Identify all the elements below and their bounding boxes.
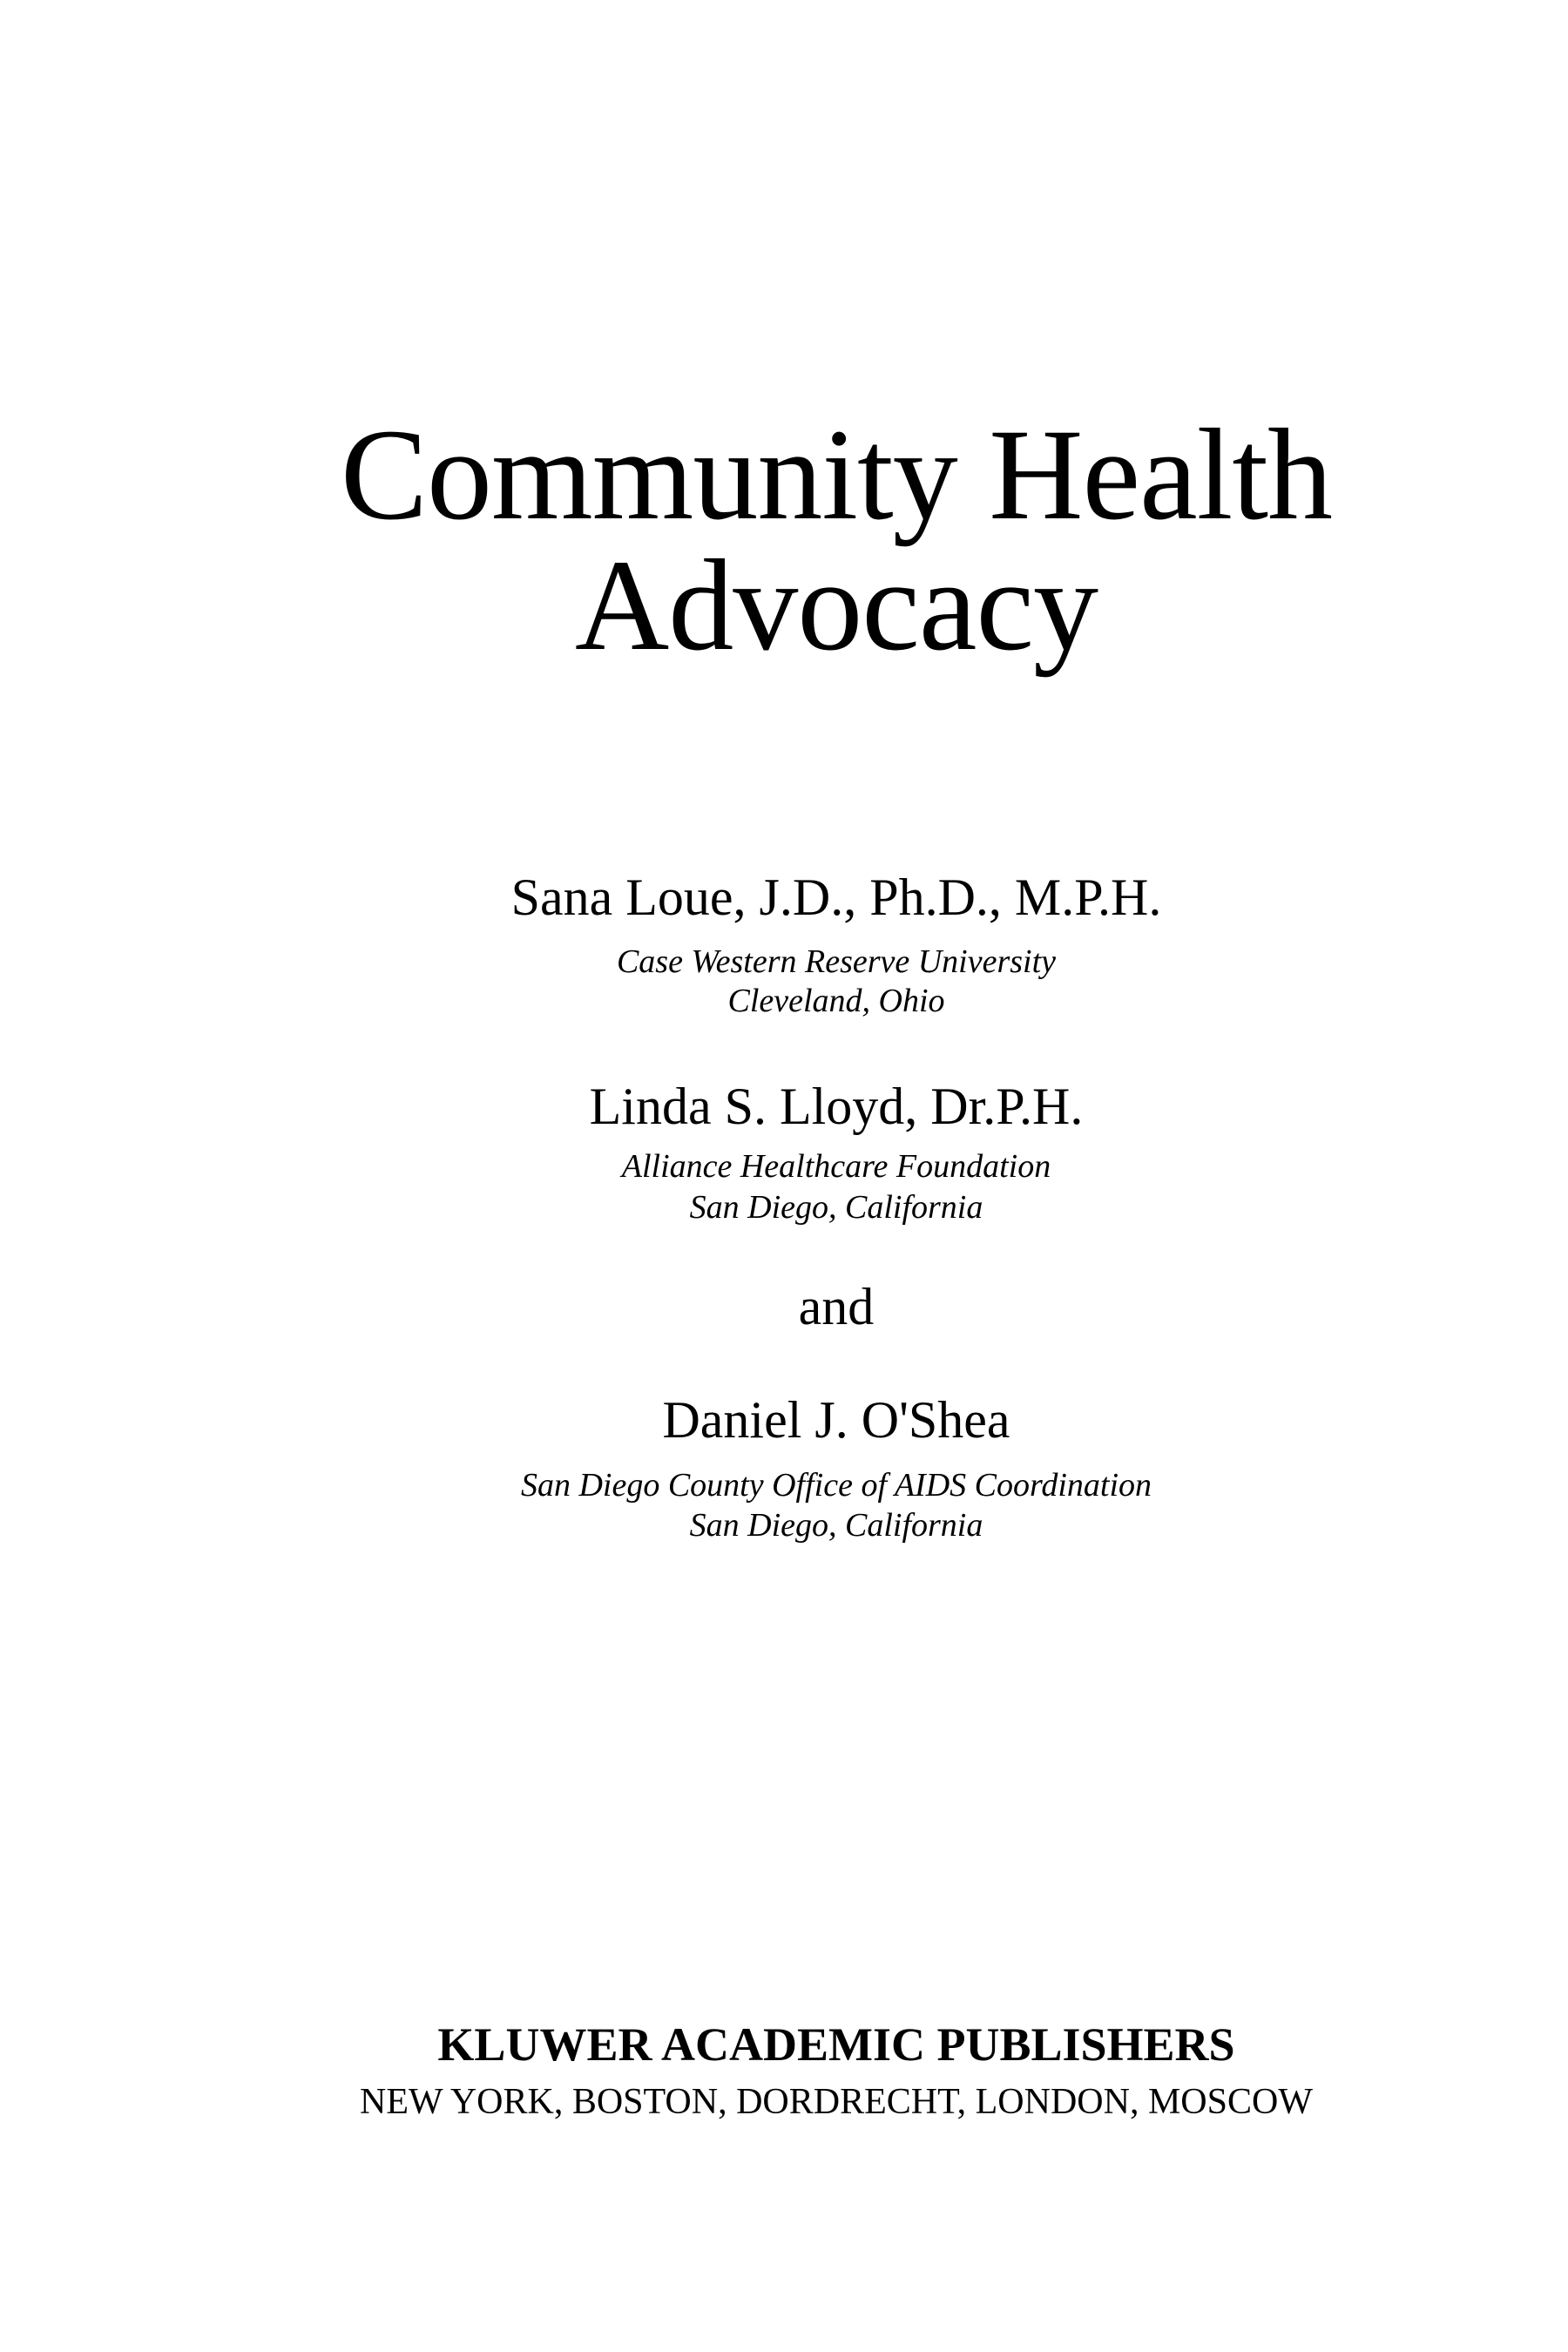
author-1-institution: Case Western Reserve University (616, 943, 1057, 980)
author-1-location: Cleveland, Ohio (727, 983, 945, 1019)
book-title-line-2: Advocacy (574, 533, 1098, 678)
author-3-name: Daniel J. O'Shea (662, 1391, 1010, 1449)
author-3-institution: San Diego County Office of AIDS Coordination (520, 1467, 1152, 1504)
publisher-name: KLUWER ACADEMIC PUBLISHERS (437, 2018, 1235, 2071)
publisher-cities: NEW YORK, BOSTON, DORDRECHT, LONDON, MOSCOW (360, 2082, 1313, 2122)
book-title-line-1: Community Health (340, 402, 1333, 547)
author-3-location: San Diego, California (689, 1507, 983, 1544)
author-2-institution: Alliance Healthcare Foundation (621, 1148, 1051, 1185)
author-2-location: San Diego, California (689, 1189, 983, 1226)
author-conjunction: and (798, 1278, 875, 1335)
author-1-name: Sana Loue, J.D., Ph.D., M.P.H. (510, 868, 1162, 926)
author-2-name: Linda S. Lloyd, Dr.P.H. (589, 1078, 1084, 1135)
